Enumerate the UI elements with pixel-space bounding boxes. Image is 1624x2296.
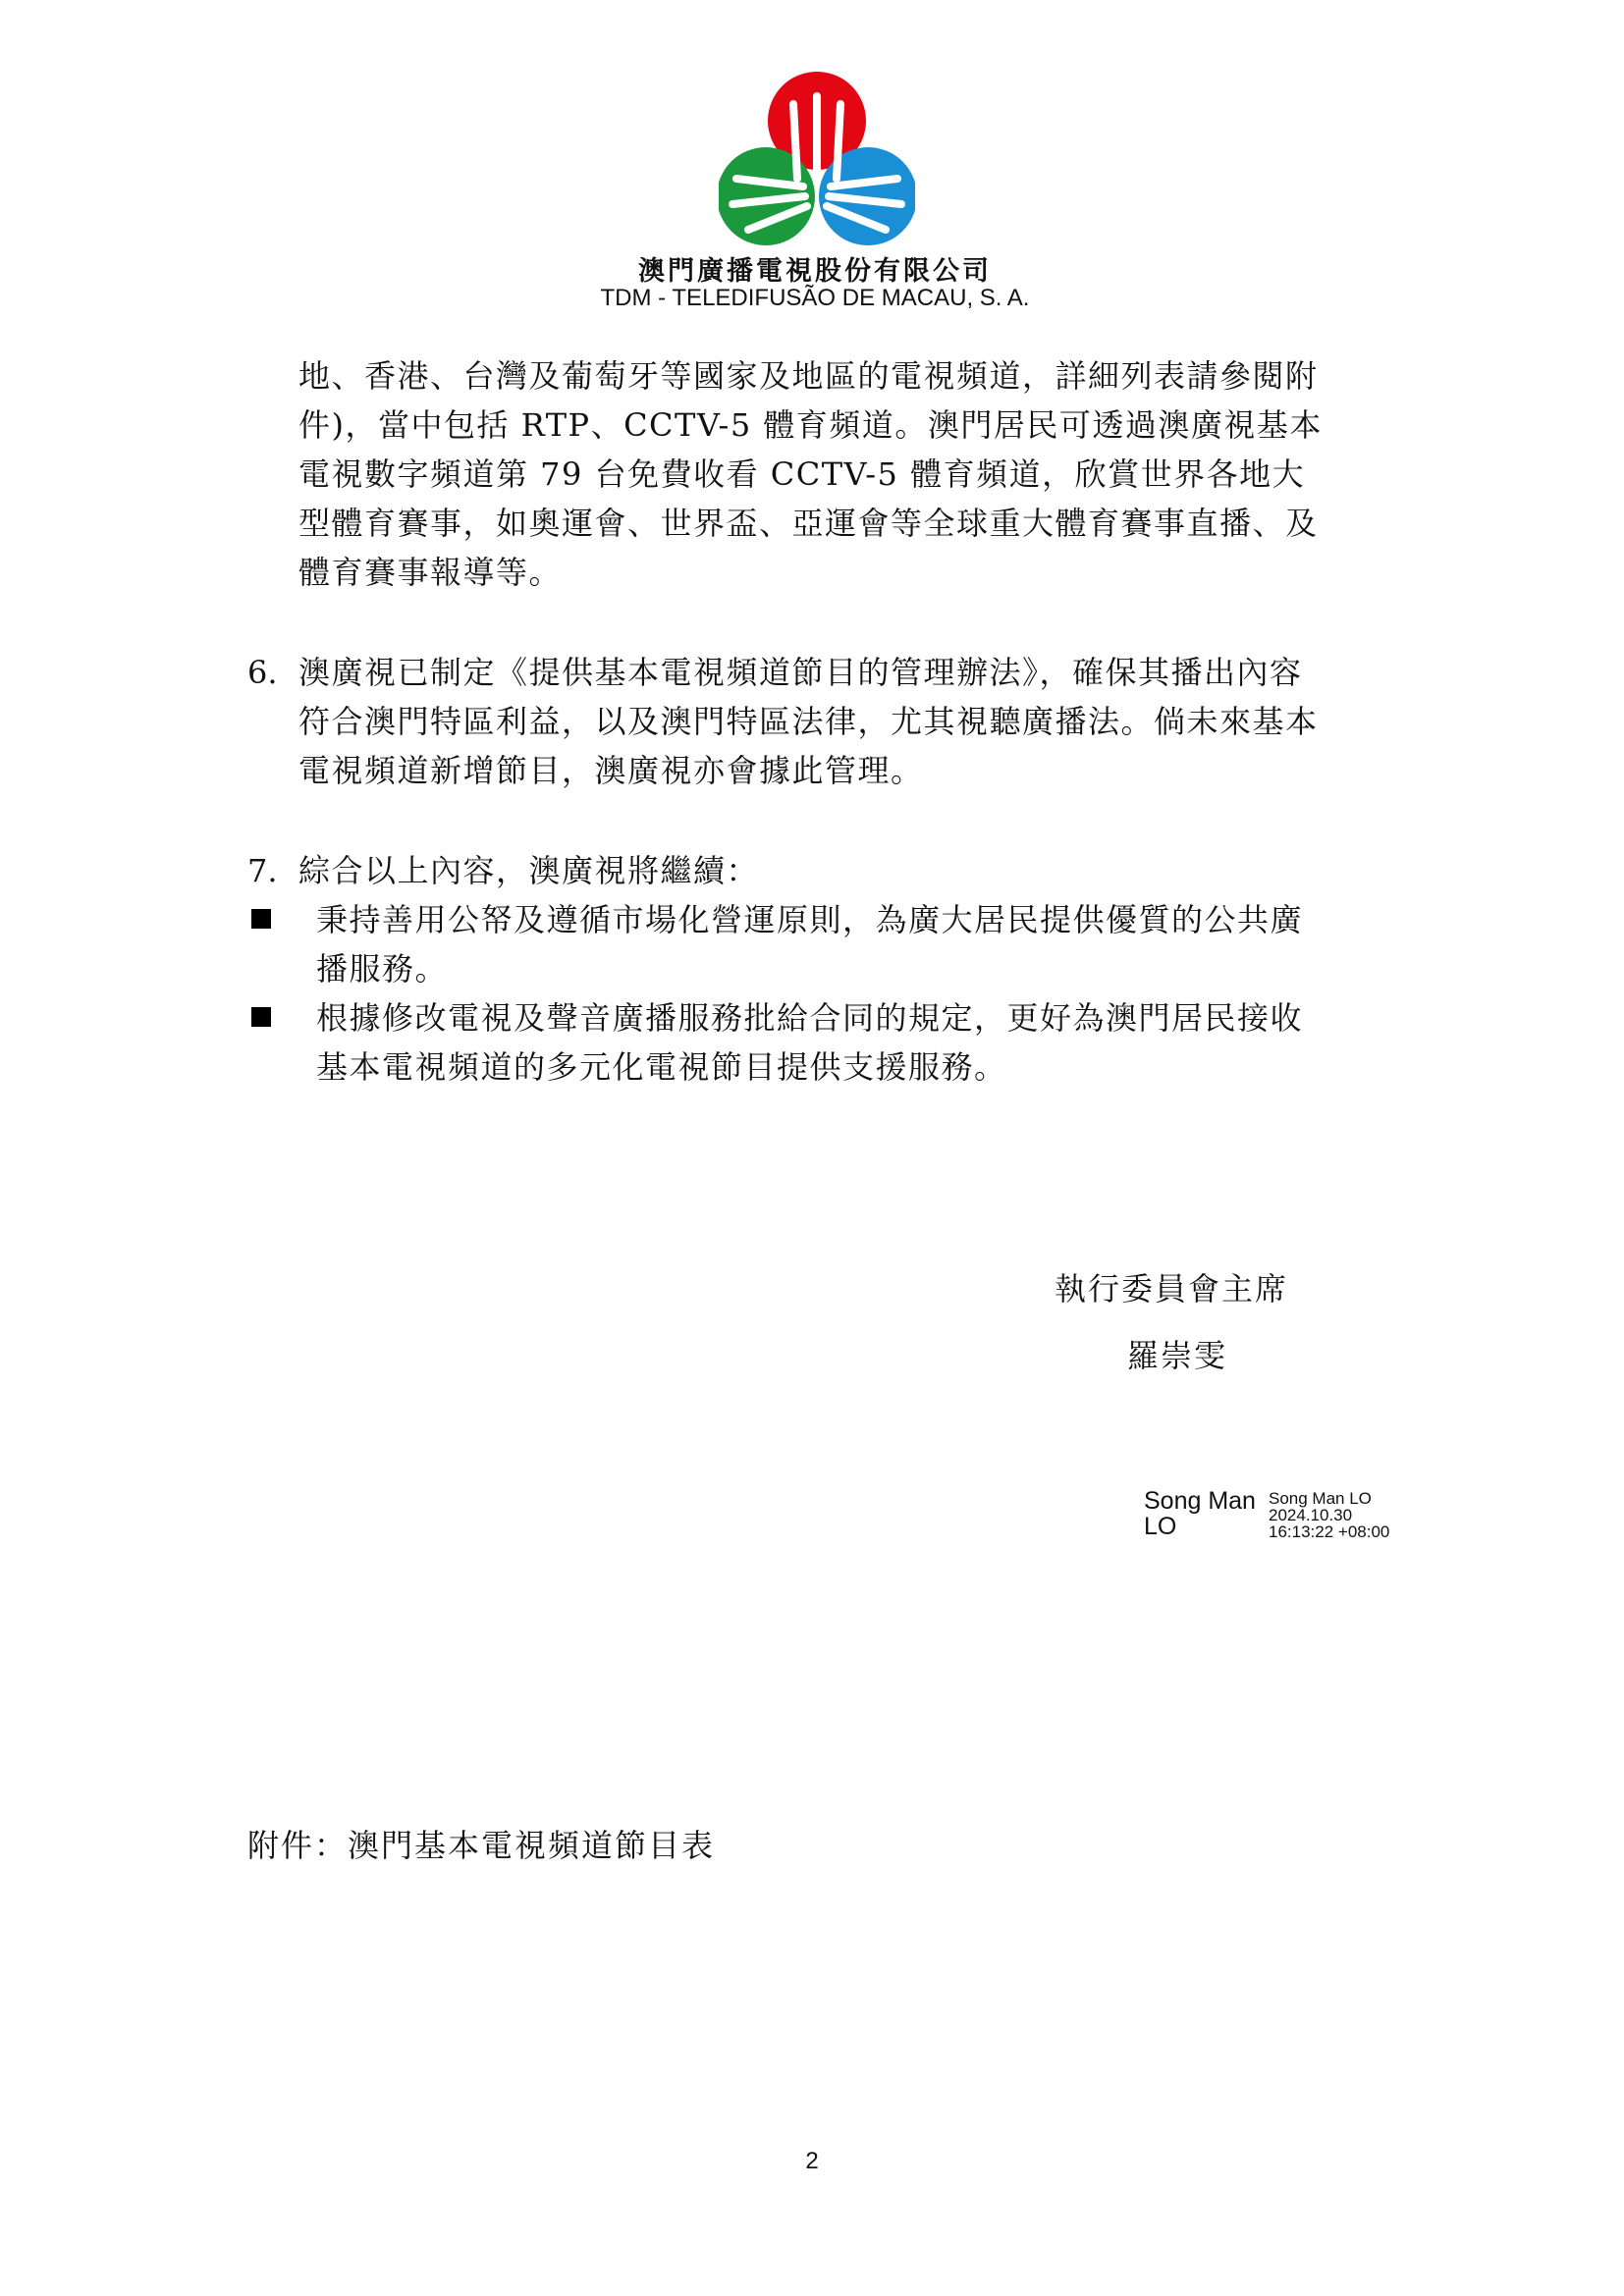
digital-signature-details	[1269, 1490, 1389, 1540]
paragraph-line: 件)，當中包括 RTP、CCTV-5 體育頻道。澳門居民可透過澳廣視基本	[298, 406, 1323, 444]
item-7-intro	[298, 846, 759, 895]
bullet-square-icon	[251, 909, 271, 929]
paragraph-line: 基本電視頻道的多元化電視節目提供支援服務。	[316, 1048, 1007, 1086]
company-name-zh: 澳門廣播電視股份有限公司	[638, 256, 992, 287]
paragraph-line: 根據修改電視及聲音廣播服務批給合同的規定，更好為澳門居民接收	[316, 999, 1304, 1037]
digital-signature-detail-date: 2024.10.30	[1269, 1506, 1353, 1524]
paragraph-line: 地、香港、台灣及葡萄牙等國家及地區的電視頻道，詳細列表請參閱附	[298, 357, 1319, 395]
bullet-square-icon	[251, 1007, 271, 1027]
tdm-logo	[719, 69, 915, 255]
paragraph-line: 型體育賽事，如奧運會、世界盃、亞運會等全球重大體育賽事直播、及	[298, 505, 1319, 542]
item-6-paragraph	[298, 648, 1319, 795]
paragraph-line: 播服務。	[316, 950, 449, 988]
item-7-number: 7.	[247, 852, 278, 889]
signature-name: 羅崇雯	[1127, 1337, 1228, 1374]
signature-title: 執行委員會主席	[1055, 1270, 1289, 1308]
bullet-item-1	[316, 895, 1303, 993]
digital-signature-detail-time: 16:13:22 +08:00	[1269, 1522, 1390, 1541]
continuation-paragraph	[298, 351, 1323, 597]
digital-signature-signer-line: Song Man	[1144, 1487, 1256, 1515]
paragraph-line: 電視頻道新增節目，澳廣視亦會據此管理。	[298, 752, 924, 789]
paragraph-line: 秉持善用公帑及遵循市場化營運原則，為廣大居民提供優質的公共廣	[316, 901, 1304, 938]
paragraph-line: 電視數字頻道第 79 台免費收看 CCTV-5 體育頻道，欣賞世界各地大	[298, 455, 1306, 493]
digital-signature-detail-name: Song Man LO	[1269, 1489, 1372, 1508]
paragraph-line: 綜合以上內容，澳廣視將繼續：	[298, 852, 760, 889]
digital-signature-signer-line: LO	[1144, 1513, 1177, 1540]
bullet-item-2	[316, 993, 1303, 1092]
company-name-en: TDM - TELEDIFUSÃO DE MACAU, S. A.	[600, 285, 1030, 311]
item-6-number: 6.	[247, 654, 278, 691]
paragraph-line: 體育賽事報導等。	[298, 554, 563, 591]
paragraph-line: 符合澳門特區利益，以及澳門特區法律，尤其視聽廣播法。倘未來基本	[298, 703, 1319, 740]
digital-signature-signer	[1144, 1488, 1256, 1539]
paragraph-line: 澳廣視已制定《提供基本電視頻道節目的管理辦法》，確保其播出內容	[298, 654, 1303, 691]
page-number: 2	[805, 2148, 819, 2174]
attachment-note: 附件：澳門基本電視頻道節目表	[247, 1827, 716, 1864]
